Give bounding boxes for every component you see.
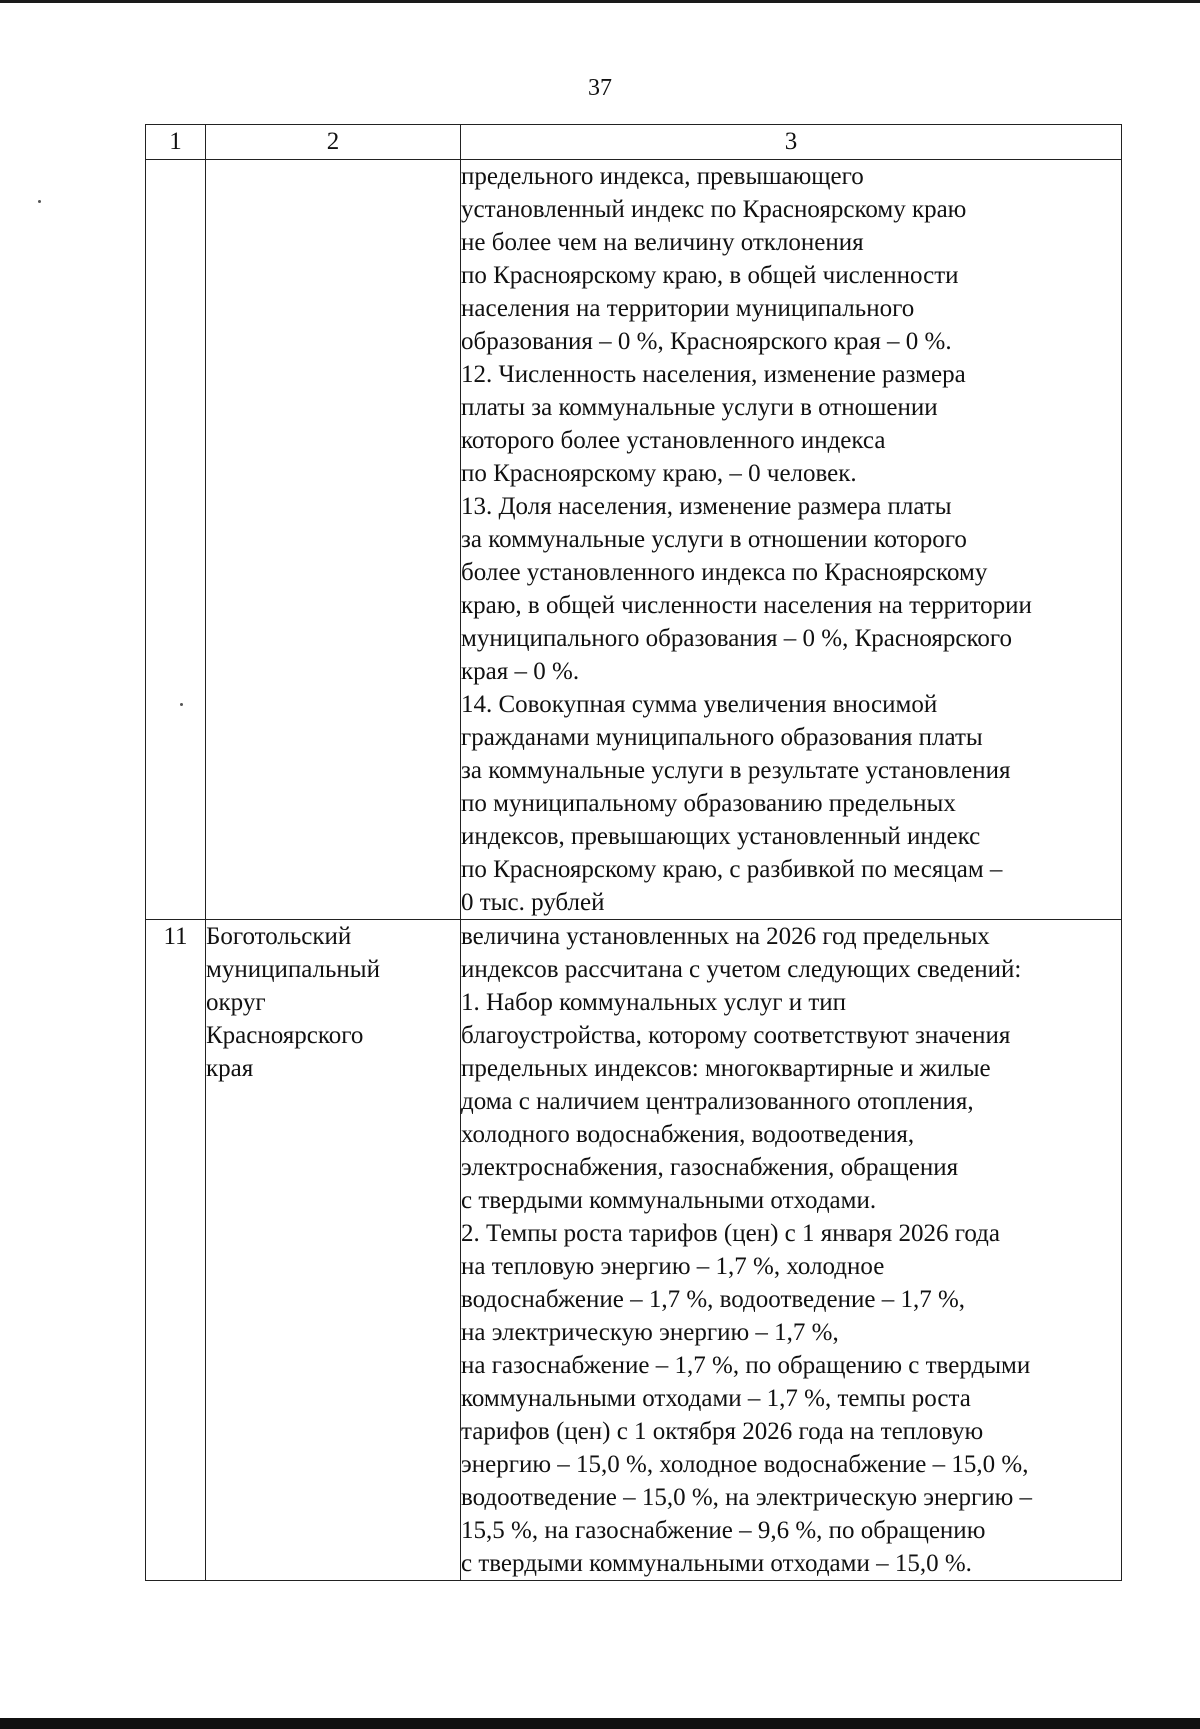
text-line: 13. Доля населения, изменение размера платы: [461, 493, 952, 520]
row-number-cell: [146, 160, 206, 920]
text-line: по муниципальному образованию предельных: [461, 790, 956, 817]
municipality-name-cell: [206, 160, 461, 920]
text-line: дома с наличием централизованного отопления,: [461, 1088, 974, 1115]
text-line: по Красноярскому краю, в общей численности: [461, 262, 959, 289]
text-line: электроснабжения, газоснабжения, обращения: [461, 1154, 959, 1181]
column-header: 1: [146, 125, 206, 160]
text-line: более установленного индекса по Красноярскому: [461, 559, 988, 586]
text-line: на газоснабжение – 1,7 %, по обращению с твердыми: [461, 1352, 1031, 1379]
text-line: образования – 0 %, Красноярского края – 0 %.: [461, 328, 952, 355]
text-line: по Красноярскому краю, с разбивкой по месяцам –: [461, 856, 1003, 883]
name-line: муниципальный: [206, 956, 380, 983]
table-body: [146, 160, 1122, 1581]
document-table: [145, 124, 1122, 1581]
text-line: величина установленных на 2026 год предельных: [461, 923, 990, 950]
column-header: 2: [206, 125, 461, 160]
text-line: края – 0 %.: [461, 658, 580, 685]
table-row: [146, 920, 1122, 1581]
scan-edge-bottom: [0, 1718, 1200, 1729]
text-line: на электрическую энергию – 1,7 %,: [461, 1319, 839, 1346]
municipality-name-cell: [206, 920, 461, 1581]
text-line: предельного индекса, превышающего: [461, 163, 864, 190]
text-line: водоотведение – 15,0 %, на электрическую энергию –: [461, 1484, 1033, 1511]
text-line: установленный индекс по Красноярскому краю: [461, 196, 967, 223]
row-number-cell: 11: [146, 920, 206, 1581]
name-line: края: [206, 1055, 254, 1082]
text-line: водоснабжение – 1,7 %, водоотведение – 1,7 %,: [461, 1286, 966, 1313]
scan-speck: [38, 200, 41, 203]
text-line: 2. Темпы роста тарифов (цен) с 1 января 2026 года: [461, 1220, 1000, 1247]
text-line: с твердыми коммунальными отходами.: [461, 1187, 877, 1214]
page-number: 37: [588, 75, 612, 101]
text-line: которого более установленного индекса: [461, 427, 886, 454]
text-line: коммунальными отходами – 1,7 %, темпы роста: [461, 1385, 971, 1412]
text-line: тарифов (цен) с 1 октября 2026 года на тепловую: [461, 1418, 984, 1445]
text-line: холодного водоснабжения, водоотведения,: [461, 1121, 915, 1148]
text-line: на тепловую энергию – 1,7 %, холодное: [461, 1253, 885, 1280]
name-line: Красноярского: [206, 1022, 364, 1049]
text-line: с твердыми коммунальными отходами – 15,0 %.: [461, 1550, 972, 1577]
text-line: 14. Совокупная сумма увеличения вносимой: [461, 691, 938, 718]
column-header: 3: [461, 125, 1122, 160]
text-line: гражданами муниципального образования платы: [461, 724, 983, 751]
table-header-row: [146, 125, 1122, 160]
name-line: Боготольский: [206, 923, 352, 950]
scan-edge-top: [0, 0, 1200, 3]
text-line: 15,5 %, на газоснабжение – 9,6 %, по обращению: [461, 1517, 986, 1544]
text-line: по Красноярскому краю, – 0 человек.: [461, 460, 857, 487]
text-line: 1. Набор коммунальных услуг и тип: [461, 989, 847, 1016]
text-line: индексов рассчитана с учетом следующих сведений:: [461, 956, 1022, 983]
text-line: 12. Численность населения, изменение размера: [461, 361, 966, 388]
table-row: [146, 160, 1122, 920]
text-line: краю, в общей численности населения на территории: [461, 592, 1032, 619]
text-line: платы за коммунальные услуги в отношении: [461, 394, 938, 421]
text-line: благоустройства, которому соответствуют значения: [461, 1022, 1011, 1049]
text-line: 0 тыс. рублей: [461, 889, 605, 916]
description-cell: [461, 160, 1122, 920]
text-line: за коммунальные услуги в отношении которого: [461, 526, 967, 553]
text-line: энергию – 15,0 %, холодное водоснабжение – 15,0 %,: [461, 1451, 1029, 1478]
text-line: предельных индексов: многоквартирные и жилые: [461, 1055, 991, 1082]
text-line: индексов, превышающих установленный индекс: [461, 823, 981, 850]
description-cell: [461, 920, 1122, 1581]
text-line: муниципального образования – 0 %, Красноярского: [461, 625, 1012, 652]
text-line: населения на территории муниципального: [461, 295, 915, 322]
text-line: за коммунальные услуги в результате установления: [461, 757, 1011, 784]
name-line: округ: [206, 989, 266, 1016]
text-line: не более чем на величину отклонения: [461, 229, 864, 256]
